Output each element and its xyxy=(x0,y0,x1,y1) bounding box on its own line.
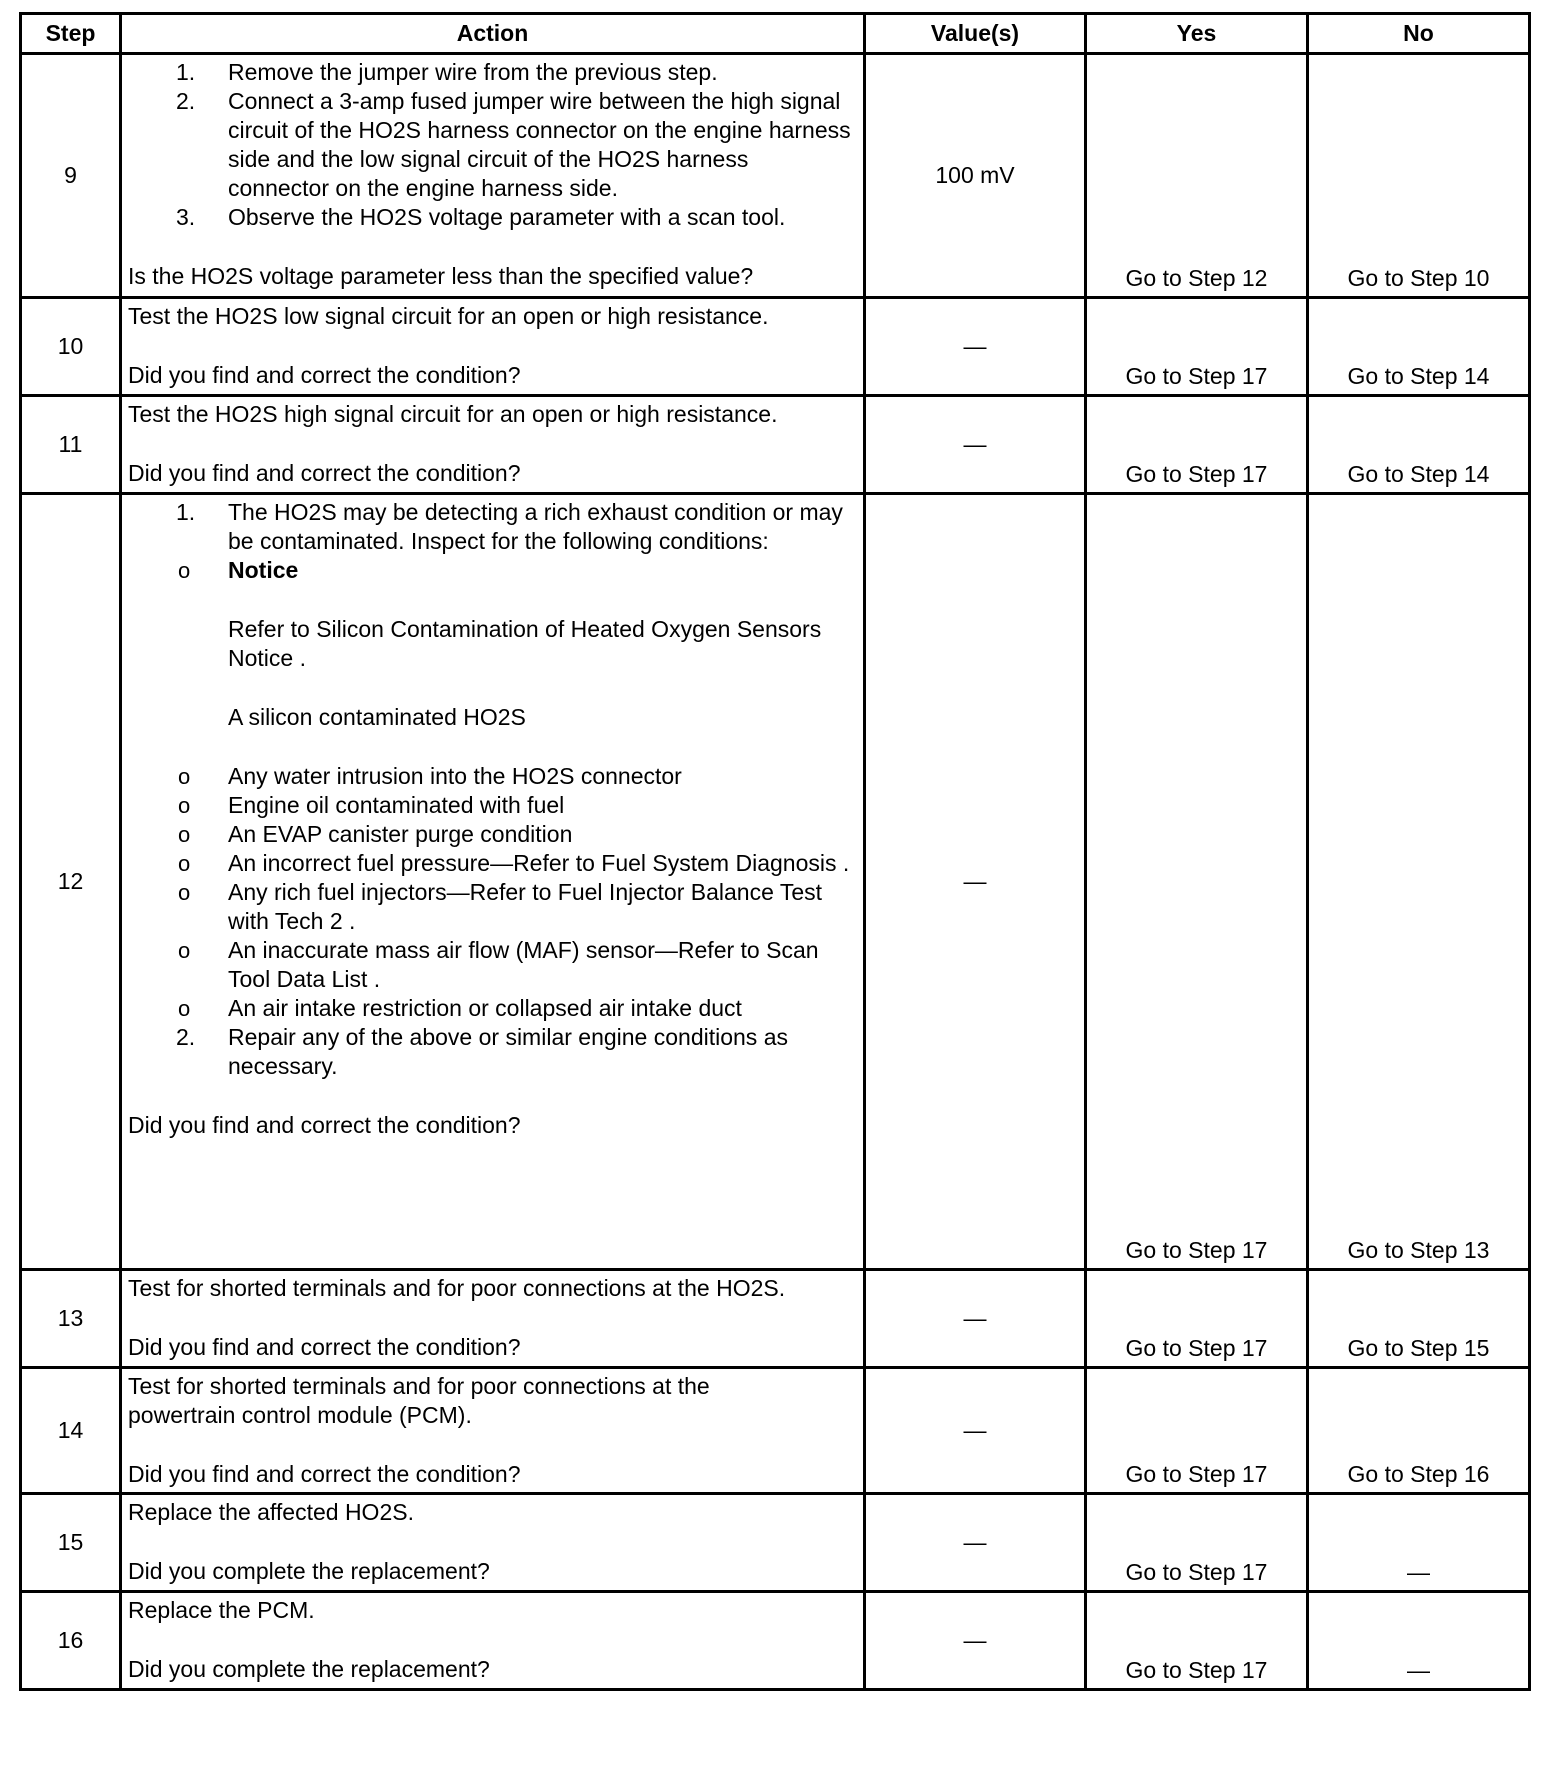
condition-text: Any rich fuel injectors—Refer to Fuel Injector Balance Test with Tech 2 . xyxy=(228,879,823,934)
bullet: o xyxy=(178,793,191,818)
condition-item xyxy=(128,762,855,791)
action-step xyxy=(128,87,863,203)
no-link[interactable]: Go to Step 15 xyxy=(1308,1270,1530,1368)
header-row xyxy=(21,14,1530,54)
action-cell xyxy=(121,54,865,298)
action-cell xyxy=(121,1494,865,1592)
condition-item xyxy=(128,936,855,994)
step-index: 1. xyxy=(176,59,196,85)
step-number: 12 xyxy=(21,494,121,1270)
action-text: Test the HO2S high signal circuit for an open or high resistance. xyxy=(128,401,778,427)
table-row-step-11 xyxy=(21,396,1530,494)
action-step xyxy=(128,1023,863,1081)
action-question: Did you complete the replacement? xyxy=(128,1558,490,1584)
table-row-step-16 xyxy=(21,1592,1530,1690)
action-text: Replace the PCM. xyxy=(128,1597,315,1623)
condition-item xyxy=(128,820,855,849)
condition-text: Any water intrusion into the HO2S connector xyxy=(228,763,682,789)
action-text: Test the HO2S low signal circuit for an open or high resistance. xyxy=(128,303,769,329)
action-question: Did you find and correct the condition? xyxy=(128,1334,521,1360)
yes-link[interactable]: Go to Step 17 xyxy=(1086,494,1308,1270)
header-no: No xyxy=(1308,14,1530,54)
bullet: o xyxy=(178,880,191,905)
yes-link[interactable]: Go to Step 17 xyxy=(1086,1368,1308,1494)
table-row-step-14 xyxy=(21,1368,1530,1494)
header-yes: Yes xyxy=(1086,14,1308,54)
notice-title: Notice xyxy=(228,557,299,583)
action-question: Did you find and correct the condition? xyxy=(128,1461,521,1487)
step-index: 3. xyxy=(176,204,196,230)
header-step: Step xyxy=(21,14,121,54)
table-row-step-12 xyxy=(21,494,1530,1270)
action-steps xyxy=(128,58,863,232)
action-cell xyxy=(121,494,865,1270)
bullet: o xyxy=(178,938,191,963)
step-text: Remove the jumper wire from the previous step. xyxy=(228,59,718,85)
step-text: Repair any of the above or similar engine conditions as necessary. xyxy=(228,1024,788,1079)
value-cell: — xyxy=(865,1494,1086,1592)
yes-link[interactable]: Go to Step 17 xyxy=(1086,298,1308,396)
action-question: Is the HO2S voltage parameter less than the specified value? xyxy=(128,263,754,289)
yes-link[interactable]: Go to Step 12 xyxy=(1086,54,1308,298)
action-question: Did you find and correct the condition? xyxy=(128,362,521,388)
no-link[interactable]: Go to Step 13 xyxy=(1308,494,1530,1270)
step-index: 2. xyxy=(176,88,196,114)
step-number: 15 xyxy=(21,1494,121,1592)
step-number: 13 xyxy=(21,1270,121,1368)
action-cell xyxy=(121,1270,865,1368)
value-cell: — xyxy=(865,1270,1086,1368)
notice-text: A silicon contaminated HO2S xyxy=(228,704,526,730)
header-action: Action xyxy=(121,14,865,54)
step-index: 2. xyxy=(176,1024,196,1050)
yes-link[interactable]: Go to Step 17 xyxy=(1086,396,1308,494)
notice-item xyxy=(128,556,855,762)
action-text: Test for shorted terminals and for poor connections at the HO2S. xyxy=(128,1275,786,1301)
bullet: o xyxy=(178,558,191,583)
diagnostic-table xyxy=(19,12,1531,1691)
step-number: 16 xyxy=(21,1592,121,1690)
action-steps xyxy=(128,498,863,1081)
no-link[interactable]: Go to Step 16 xyxy=(1308,1368,1530,1494)
step-number: 14 xyxy=(21,1368,121,1494)
yes-link[interactable]: Go to Step 17 xyxy=(1086,1592,1308,1690)
step-index: 1. xyxy=(176,499,196,525)
step-text: Connect a 3-amp fused jumper wire between the high signal circuit of the HO2S harness connector on the engine harness side and the low signal circuit of the HO2S harness connector on the engine harness side. xyxy=(228,88,851,201)
condition-text: Engine oil contaminated with fuel xyxy=(228,792,565,818)
action-step xyxy=(128,203,863,232)
table-row-step-10 xyxy=(21,298,1530,396)
condition-item xyxy=(128,791,855,820)
condition-text: An EVAP canister purge condition xyxy=(228,821,573,847)
value-cell: 100 mV xyxy=(865,54,1086,298)
table-row-step-15 xyxy=(21,1494,1530,1592)
action-text: Test for shorted terminals and for poor connections at the powertrain control module (PCM). xyxy=(128,1373,710,1428)
condition-text: An air intake restriction or collapsed air intake duct xyxy=(228,995,742,1021)
table-row-step-13 xyxy=(21,1270,1530,1368)
step-number: 9 xyxy=(21,54,121,298)
action-cell xyxy=(121,298,865,396)
condition-item xyxy=(128,878,855,936)
action-cell xyxy=(121,1368,865,1494)
notice-reference: Refer to Silicon Contamination of Heated Oxygen Sensors Notice . xyxy=(228,616,822,671)
value-cell: — xyxy=(865,494,1086,1270)
value-cell: — xyxy=(865,298,1086,396)
value-cell: — xyxy=(865,1368,1086,1494)
no-link[interactable]: Go to Step 14 xyxy=(1308,298,1530,396)
step-number: 10 xyxy=(21,298,121,396)
action-step xyxy=(128,58,863,87)
action-cell xyxy=(121,1592,865,1690)
condition-text: An incorrect fuel pressure—Refer to Fuel System Diagnosis . xyxy=(228,850,850,876)
condition-text: An inaccurate mass air flow (MAF) sensor—Refer to Scan Tool Data List . xyxy=(228,937,819,992)
step-number: 11 xyxy=(21,396,121,494)
value-cell: — xyxy=(865,1592,1086,1690)
table-row-step-9 xyxy=(21,54,1530,298)
bullet: o xyxy=(178,822,191,847)
yes-link[interactable]: Go to Step 17 xyxy=(1086,1270,1308,1368)
bullet: o xyxy=(178,996,191,1021)
action-question: Did you find and correct the condition? xyxy=(128,460,521,486)
condition-item xyxy=(128,994,855,1023)
step-text: Observe the HO2S voltage parameter with a scan tool. xyxy=(228,204,786,230)
action-question: Did you find and correct the condition? xyxy=(128,1112,521,1138)
no-link[interactable]: Go to Step 10 xyxy=(1308,54,1530,298)
step-text: The HO2S may be detecting a rich exhaust condition or may be contaminated. Inspect for the following conditions: xyxy=(228,499,843,554)
bullet: o xyxy=(178,851,191,876)
no-value: — xyxy=(1308,1592,1530,1690)
action-cell xyxy=(121,396,865,494)
value-cell: — xyxy=(865,396,1086,494)
condition-list xyxy=(128,556,855,1023)
action-step xyxy=(128,498,863,1023)
action-question: Did you complete the replacement? xyxy=(128,1656,490,1682)
no-link[interactable]: Go to Step 14 xyxy=(1308,396,1530,494)
action-text: Replace the affected HO2S. xyxy=(128,1499,414,1525)
no-value: — xyxy=(1308,1494,1530,1592)
condition-item xyxy=(128,849,855,878)
bullet: o xyxy=(178,764,191,789)
yes-link[interactable]: Go to Step 17 xyxy=(1086,1494,1308,1592)
header-values: Value(s) xyxy=(865,14,1086,54)
